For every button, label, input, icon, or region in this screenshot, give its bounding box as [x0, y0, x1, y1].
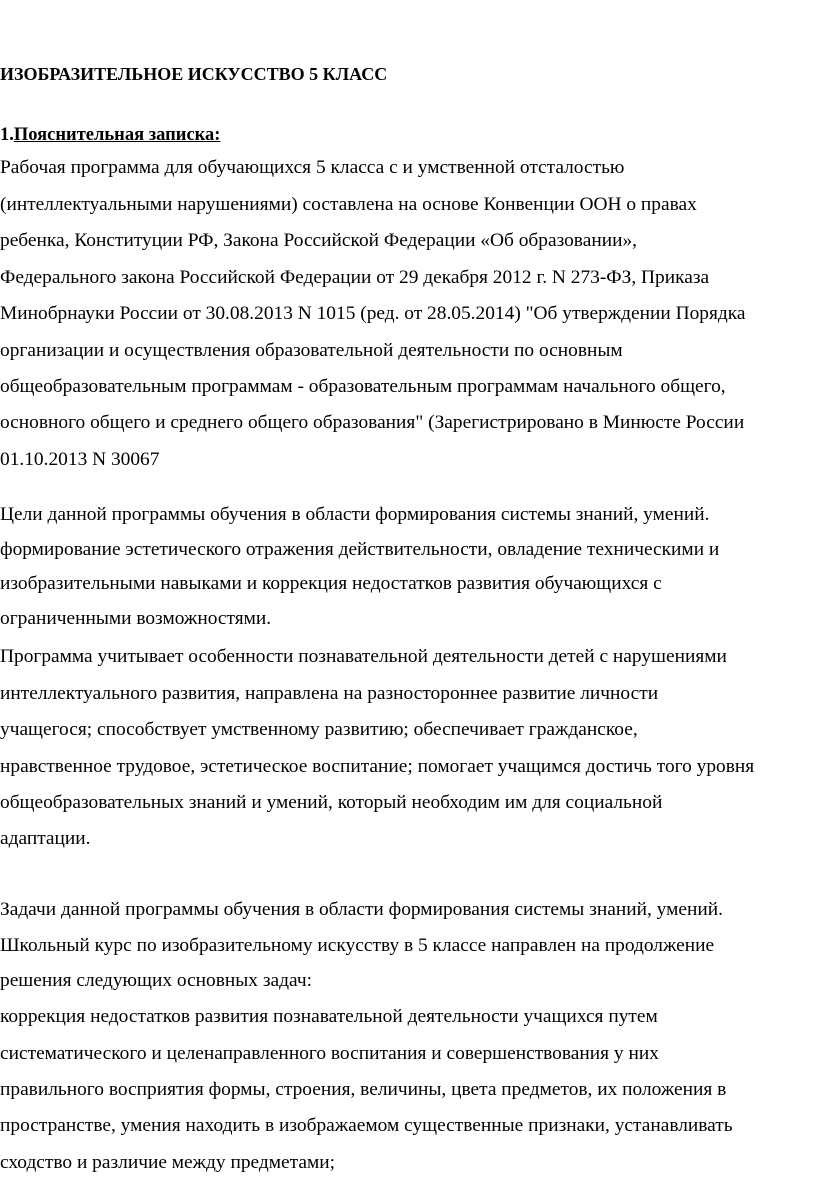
text-line: учащегося; способствует умственному развитию; обеспечивает гражданское,: [0, 719, 638, 740]
text-line: Федерального закона Российской Федерации от 29 декабря 2012 г. N 273-ФЗ, Приказа: [0, 267, 710, 288]
text-line: Минобрнауки России от 30.08.2013 N 1015 (ред. от 28.05.2014) "Об утверждении Порядка: [0, 303, 746, 324]
text-line: нравственное трудовое, эстетическое воспитание; помогает учащимся достичь того уровня: [0, 756, 755, 777]
text-line: общеобразовательным программам - образовательным программам начального общего,: [0, 376, 726, 397]
text-line: организации и осуществления образовательной деятельности по основным: [0, 340, 623, 361]
text-line: сходство и различие между предметами;: [0, 1152, 335, 1173]
text-line: интеллектуального развития, направлена на разностороннее развитие личности: [0, 683, 659, 704]
text-line: правильного восприятия формы, строения, величины, цвета предметов, их положения в: [0, 1079, 727, 1100]
text-line: Программа учитывает особенности познавательной деятельности детей с нарушениями: [0, 646, 727, 667]
text-line: Рабочая программа для обучающихся 5 класса с и умственной отсталостью: [0, 157, 625, 178]
text-line: (интеллектуальными нарушениями) составлена на основе Конвенции ООН о правах: [0, 194, 697, 215]
text-line: адаптации.: [0, 828, 91, 849]
document-title: ИЗОБРАЗИТЕЛЬНОЕ ИСКУССТВО 5 КЛАСС: [0, 64, 388, 84]
text-line: систематического и целенаправленного воспитания и совершенствования у них: [0, 1043, 659, 1064]
text-line: формирование эстетического отражения действительности, овладение техническими и: [0, 539, 720, 560]
text-line: 01.10.2013 N 30067: [0, 449, 160, 470]
text-line: ребенка, Конституции РФ, Закона Российской Федерации «Об образовании»,: [0, 230, 637, 251]
section-number: 1.: [0, 125, 14, 145]
text-line: Задачи данной программы обучения в области формирования системы знаний, умений.: [0, 899, 723, 920]
text-line: коррекция недостатков развития познавательной деятельности учащихся путем: [0, 1006, 658, 1027]
text-line: общеобразовательных знаний и умений, который необходим им для социальной: [0, 792, 663, 813]
text-line: основного общего и среднего общего образования" (Зарегистрировано в Минюсте России: [0, 412, 745, 433]
text-line: изобразительными навыками и коррекция недостатков развития обучающихся с: [0, 573, 662, 594]
text-line: ограниченными возможностями.: [0, 608, 272, 629]
text-line: Цели данной программы обучения в области формирования системы знаний, умений.: [0, 504, 710, 525]
text-line: Школьный курс по изобразительному искусству в 5 классе направлен на продолжение: [0, 935, 715, 956]
text-line: пространстве, умения находить в изображаемом существенные признаки, устанавливать: [0, 1115, 733, 1136]
section-heading-text: Пояснительная записка:: [13, 125, 221, 145]
text-line: решения следующих основных задач:: [0, 970, 312, 991]
section-heading: [0, 123, 220, 147]
